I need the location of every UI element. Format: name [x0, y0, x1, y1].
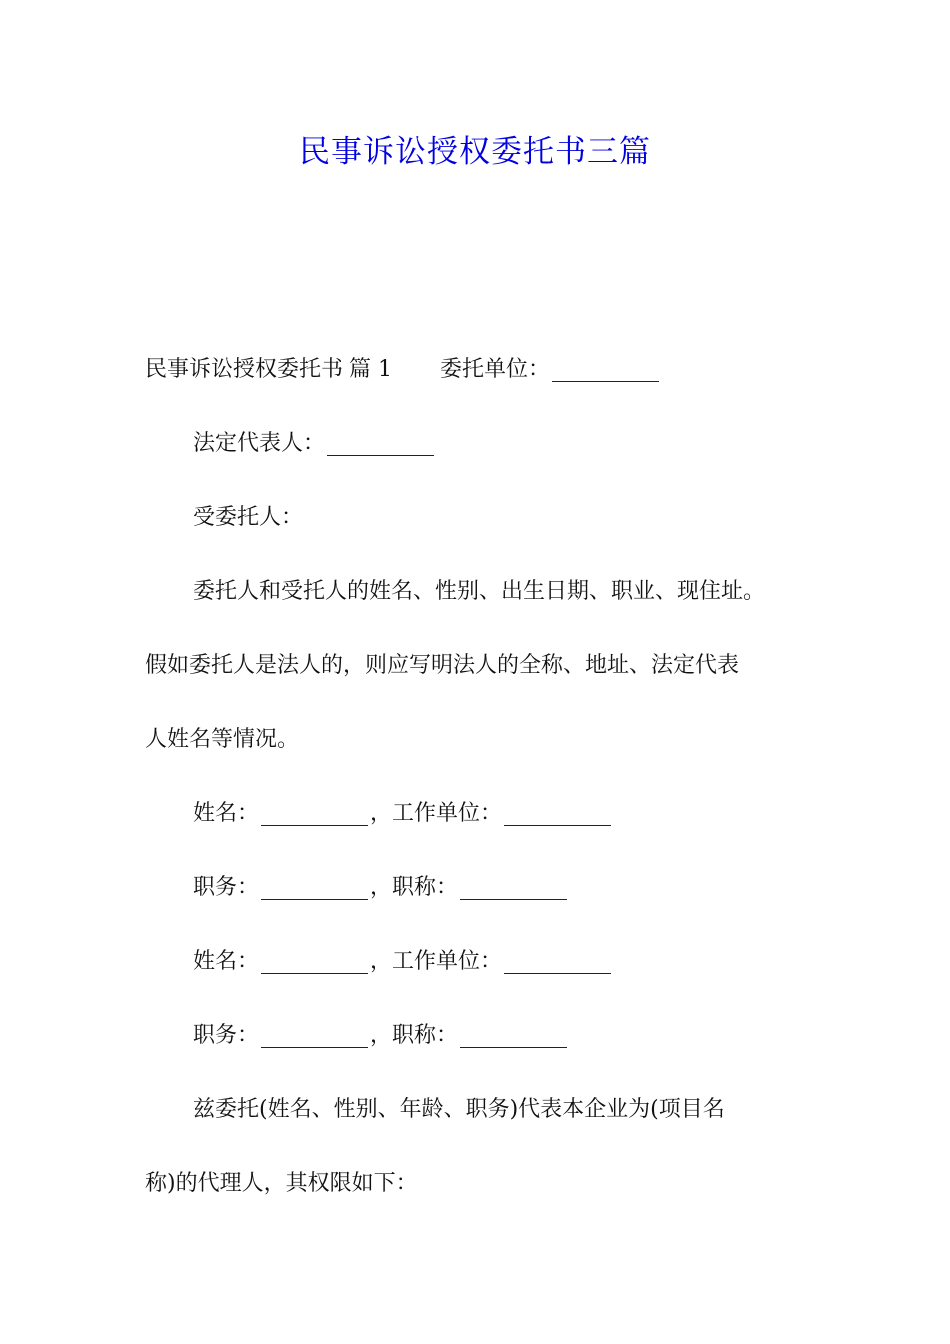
note-paragraph-line: [145, 703, 825, 777]
entrusting-unit-label: 委托单位：: [440, 357, 551, 382]
person-duty-row: [145, 851, 825, 925]
note-paragraph-line: [145, 629, 825, 703]
section-number: 篇 1: [349, 357, 393, 382]
job-title-blank: [460, 1023, 567, 1048]
trustee-line: [145, 481, 825, 555]
person-duty-row: [145, 999, 825, 1073]
job-title-label: 职称：: [392, 1023, 459, 1048]
work-unit-label: 工作单位：: [392, 949, 503, 974]
authorization-line: [145, 1147, 825, 1221]
authorization-text: 兹委托(姓名、性别、年龄、职务)代表本企业为(项目名: [193, 1097, 725, 1122]
duty-blank: [261, 1023, 368, 1048]
name-label: 姓名：: [193, 949, 260, 974]
duty-label: 职务：: [193, 1023, 260, 1048]
comma: ，: [370, 801, 393, 826]
duty-blank: [261, 875, 368, 900]
comma: ，: [370, 875, 393, 900]
name-blank: [261, 801, 368, 826]
legal-rep-label: 法定代表人：: [193, 431, 326, 456]
note-text: 委托人和受托人的姓名、性别、出生日期、职业、现住址。: [193, 579, 766, 604]
entrusting-unit-blank: [552, 357, 659, 382]
person-name-row: [145, 777, 825, 851]
work-unit-blank: [504, 801, 611, 826]
comma: ，: [370, 949, 393, 974]
work-unit-blank: [504, 949, 611, 974]
authorization-text: 称)的代理人，其权限如下：: [145, 1171, 418, 1196]
legal-rep-line: [145, 407, 825, 481]
document-title: 民事诉讼授权委托书三篇: [299, 134, 651, 170]
document-body: [145, 333, 825, 1221]
job-title-label: 职称：: [392, 875, 459, 900]
note-paragraph-line: [145, 555, 825, 629]
legal-rep-blank: [327, 431, 434, 456]
comma: ，: [370, 1023, 393, 1048]
duty-label: 职务：: [193, 875, 260, 900]
name-label: 姓名：: [193, 801, 260, 826]
person-name-row: [145, 925, 825, 999]
section-heading: 民事诉讼授权委托书: [145, 357, 344, 382]
note-text: 人姓名等情况。: [145, 727, 300, 752]
section-heading-line: [145, 333, 825, 407]
name-blank: [261, 949, 368, 974]
authorization-line: [145, 1073, 825, 1147]
note-text: 假如委托人是法人的，则应写明法人的全称、地址、法定代表: [145, 653, 740, 678]
trustee-label: 受委托人：: [193, 505, 304, 530]
job-title-blank: [460, 875, 567, 900]
work-unit-label: 工作单位：: [392, 801, 503, 826]
